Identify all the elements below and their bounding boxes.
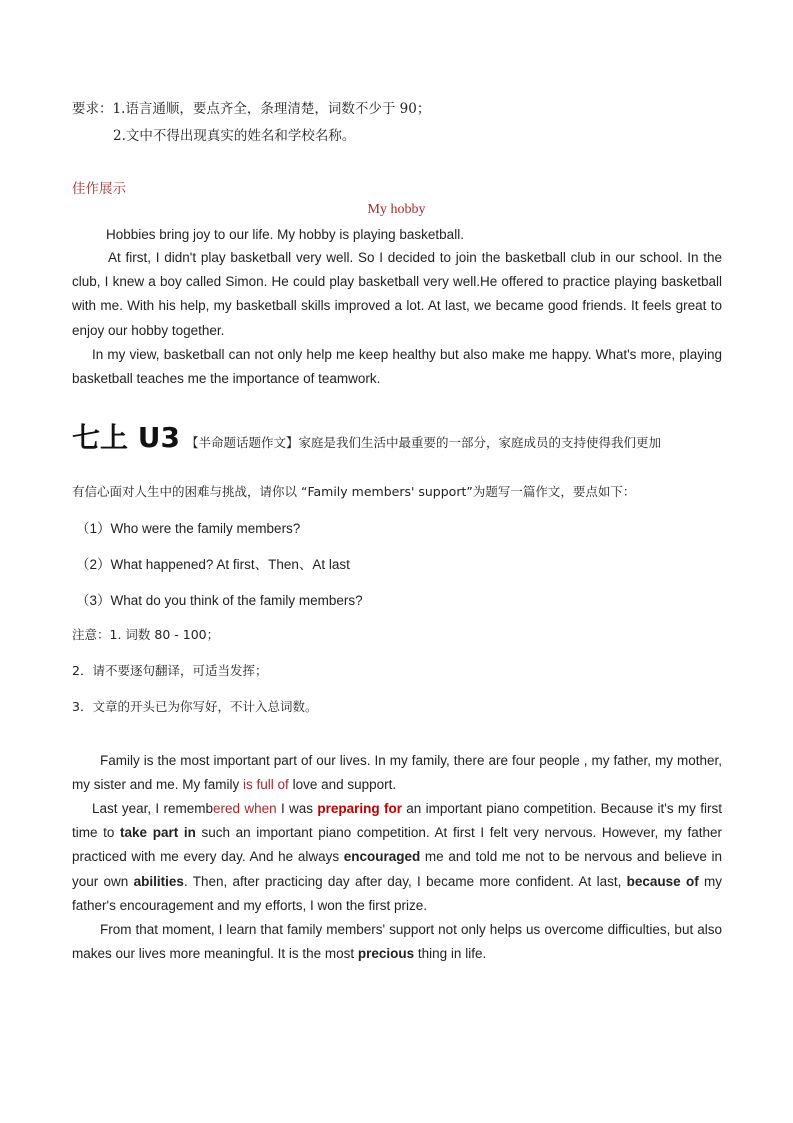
task-point-1: （1）Who were the family members? — [76, 521, 301, 536]
unit-heading: 七上 U3 — [72, 421, 180, 454]
essay-title: My hobby — [367, 202, 426, 217]
text-run: my father's encouragement and my efforts, I won the first prize. — [72, 873, 723, 913]
key-phrase-encouraged: encouraged — [343, 849, 421, 865]
text-run: Last year, I rememb — [92, 801, 214, 816]
requirement-line-1: 要求：1.语言通顺，要点齐全，条理清楚，词数不少于 90； — [72, 101, 431, 117]
text-run: such an important piano competition. At first I felt very nervous. However, my father practiced with me every day. And he always — [72, 825, 722, 865]
key-phrase-take-part-in: take part in — [120, 825, 196, 841]
essay-2-paragraph-3 — [72, 918, 722, 966]
text-run: From that moment, I learn that family members' support not only helps us overcome difficulties, but also makes our lives more meaningful. It is the most — [72, 922, 722, 962]
highlight-phrase: is full of — [243, 777, 289, 793]
key-phrase-abilities: abilities — [133, 873, 184, 889]
text-run: thing in life. — [414, 946, 487, 962]
key-phrase-preparing-for: preparing for — [317, 801, 402, 816]
text-run: love and support. — [288, 777, 397, 793]
task-note-2: 2．请不要逐句翻译，可适当发挥； — [72, 663, 268, 678]
task-prompt-line-2: 有信心面对人生中的困难与挑战，请你以 “Family members' support”为题写一篇作文，要点如下： — [72, 484, 636, 499]
text-run: an important piano competition. Because it's my first time to — [72, 801, 722, 841]
essay-1-paragraph-1: Hobbies bring joy to our life. My hobby is playing basketball. — [106, 227, 464, 242]
essay-2-paragraph-2 — [72, 797, 722, 918]
task-note-1: 注意：1. 词数 80 - 100； — [72, 627, 220, 642]
key-phrase-precious: precious — [357, 946, 415, 962]
showcase-label: 佳作展示 — [72, 181, 126, 197]
highlight-phrase: ered when — [213, 801, 277, 816]
task-note-3: 3．文章的开头已为你写好，不计入总词数。 — [72, 699, 318, 714]
requirement-line-2: 2.文中不得出现真实的姓名和学校名称。 — [113, 128, 356, 144]
essay-2-paragraph-1 — [72, 749, 722, 797]
task-prompt-line-1: 【半命题话题作文】家庭是我们生活中最重要的一部分，家庭成员的支持使得我们更加 — [186, 435, 662, 450]
essay-1-paragraph-3: In my view, basketball can not only help me keep healthy but also make me happy. What's more, playing basketball teaches me the importance of teamwork. — [72, 347, 722, 387]
task-point-2: （2）What happened? At first、Then、At last — [76, 557, 350, 572]
text-run: I was — [276, 801, 318, 816]
text-run: . Then, after practicing day after day, I became more confident. At last, — [183, 873, 627, 889]
text-run: Family is the most important part of our lives. In my family, there are four people , my father, my mother, my sister and me. My family — [72, 753, 722, 793]
text-run: me and told me not to be nervous and believe in your own — [72, 849, 722, 889]
task-point-3: （3）What do you think of the family members? — [76, 593, 363, 608]
essay-1-paragraph-2: At first, I didn't play basketball very well. So I decided to join the basketball club in our school. In the club, I knew a boy called Simon. He could play basketball very well.He offered to practice playing basketball with me. With his help, my basketball skills improved a lot. At last, we became good friends. It feels great to enjoy our hobby together. — [72, 250, 722, 338]
key-phrase-because-of: because of — [626, 873, 699, 889]
